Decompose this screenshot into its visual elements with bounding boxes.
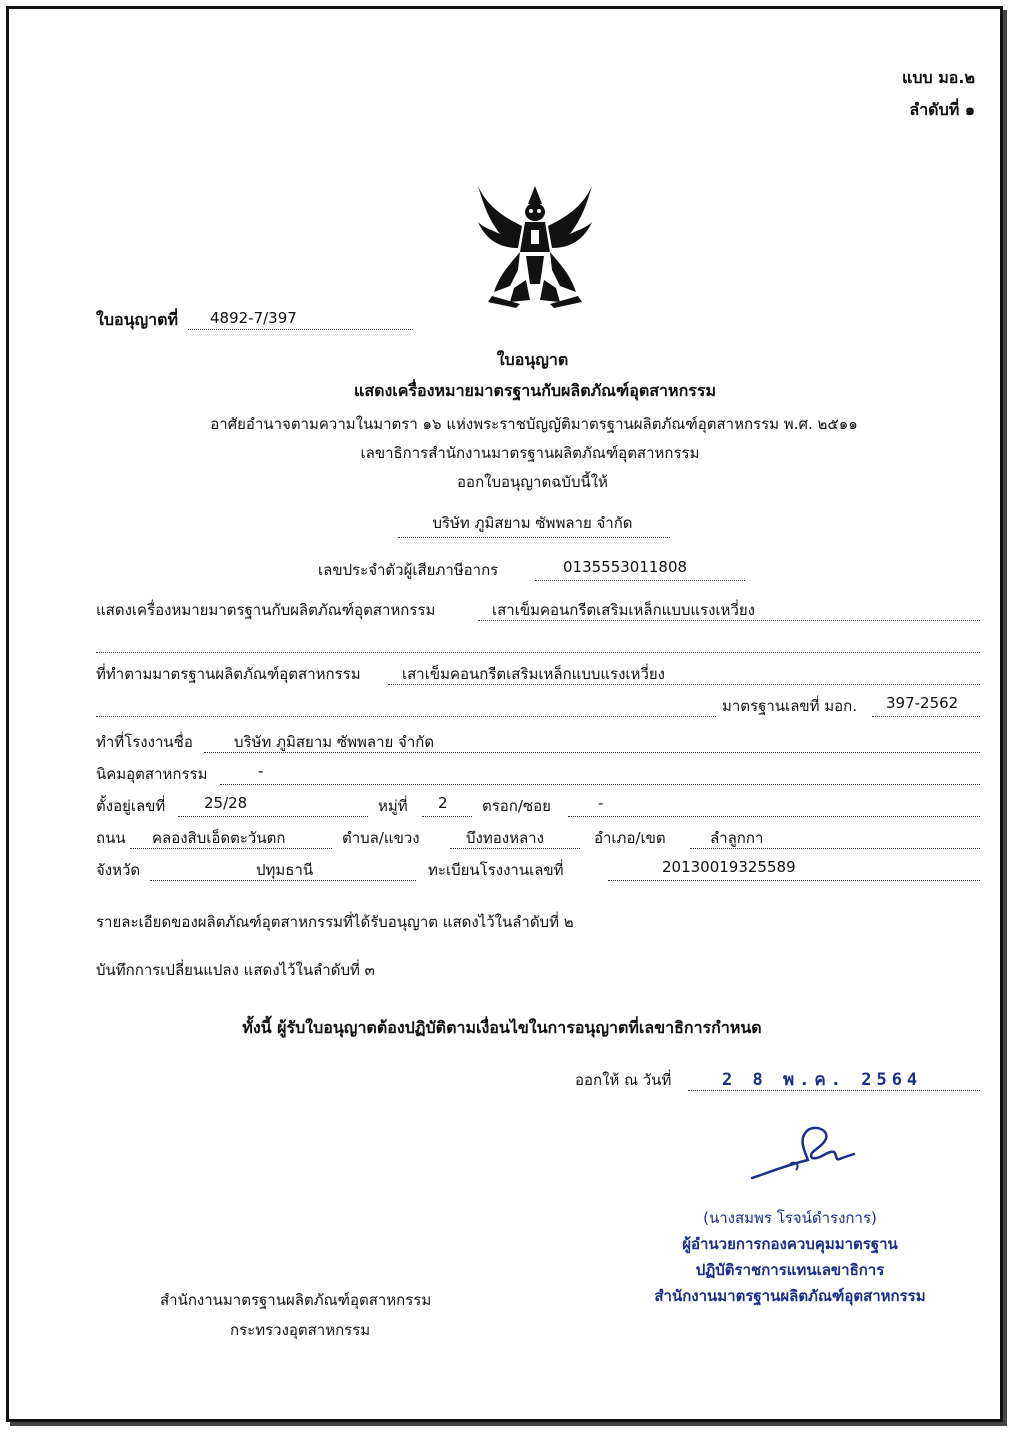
tax-id: 0135553011808 <box>563 558 688 576</box>
province-label: จังหวัด <box>96 861 141 879</box>
district-line <box>690 848 980 849</box>
estate-label: นิคมอุตสาหกรรม <box>96 765 208 783</box>
factory-reg-line <box>608 880 980 881</box>
estate-line <box>220 784 980 785</box>
district-value: ลำลูกกา <box>710 829 764 847</box>
road-value: คลองสิบเอ็ดตะวันตก <box>152 829 286 847</box>
company-name: บริษัท ภูมิสยาม ซัพพลาย จำกัด <box>432 514 633 532</box>
province-line <box>150 880 416 881</box>
signer-position-3: สำนักงานมาตรฐานผลิตภัณฑ์อุตสาหกรรม <box>654 1287 926 1305</box>
moo-line <box>422 816 472 817</box>
subdistrict-label: ตำบล/แขวง <box>342 829 420 847</box>
soi-line <box>568 816 980 817</box>
subdistrict-value: บึงทองหลาง <box>466 829 544 847</box>
issued-date: 2 8 พ.ค. 2564 <box>722 1070 923 1090</box>
issued-label: ออกให้ ณ วันที่ <box>575 1071 672 1089</box>
standard-no-label: มาตรฐานเลขที่ มอก. <box>722 697 858 715</box>
office-name: สำนักงานมาตรฐานผลิตภัณฑ์อุตสาหกรรม <box>160 1291 432 1309</box>
tax-id-line <box>535 580 745 581</box>
license-number-label: ใบอนุญาตที่ <box>96 310 179 329</box>
mark-line <box>478 620 980 621</box>
mark-label: แสดงเครื่องหมายมาตรฐานกับผลิตภัณฑ์อุตสาหกรรม <box>96 601 436 619</box>
mark-value: เสาเข็มคอนกรีตเสริมเหล็กแบบแรงเหวี่ยง <box>492 601 755 619</box>
secretary-text: เลขาธิการสำนักงานมาตรฐานผลิตภัณฑ์อุตสาหกรรม <box>360 444 700 462</box>
signature-mark <box>750 1120 860 1194</box>
standard-no: 397-2562 <box>886 694 959 712</box>
garuda-emblem-icon <box>470 178 600 314</box>
form-code: แบบ มอ.๒ <box>902 68 975 87</box>
moo-label: หมู่ที่ <box>378 797 408 815</box>
detail-note: รายละเอียดของผลิตภัณฑ์อุตสาหกรรมที่ได้รับอนุญาต แสดงไว้ในลำดับที่ ๒ <box>96 913 574 931</box>
ministry-name: กระทรวงอุตสาหกรรม <box>230 1321 371 1339</box>
tax-id-label: เลขประจำตัวผู้เสียภาษีอากร <box>318 561 499 579</box>
company-line <box>398 537 670 538</box>
signer-position-2: ปฏิบัติราชการแทนเลขาธิการ <box>695 1261 885 1279</box>
soi-value: - <box>598 794 604 812</box>
moo-value: 2 <box>438 794 448 812</box>
authority-text: อาศัยอำนาจตามความในมาตรา ๑๖ แห่งพระราชบัญญัติมาตรฐานผลิตภัณฑ์อุตสาหกรรม พ.ศ. ๒๕๑๑ <box>210 415 858 433</box>
district-label: อำเภอ/เขต <box>594 829 666 847</box>
standard-line <box>388 684 980 685</box>
factory-reg-label: ทะเบียนโรงงานเลขที่ <box>428 861 564 879</box>
signer-name: (นางสมพร โรจน์ดำรงการ) <box>703 1209 877 1227</box>
sequence-number: ลำดับที่ ๑ <box>909 100 975 119</box>
address-label: ตั้งอยู่เลขที่ <box>96 797 166 815</box>
issued-date-line <box>688 1090 980 1091</box>
standard-no-line <box>872 716 980 717</box>
factory-label: ทำที่โรงงานชื่อ <box>96 733 193 751</box>
license-number: 4892-7/397 <box>210 309 297 327</box>
standard-value: เสาเข็มคอนกรีตเสริมเหล็กแบบแรงเหวี่ยง <box>402 665 665 683</box>
license-number-line <box>188 329 413 330</box>
address-no: 25/28 <box>204 794 248 812</box>
province-value: ปทุมธานี <box>256 861 314 879</box>
road-label: ถนน <box>96 829 126 847</box>
subtitle: แสดงเครื่องหมายมาตรฐานกับผลิตภัณฑ์อุตสาหกรรม <box>354 381 716 400</box>
mark-line-2 <box>96 652 980 653</box>
title: ใบอนุญาต <box>496 350 569 369</box>
issue-to-text: ออกใบอนุญาตฉบับนี้ให้ <box>457 473 608 491</box>
signer-position-1: ผู้อำนวยการกองควบคุมมาตรฐาน <box>682 1235 898 1253</box>
factory-line <box>204 752 980 753</box>
road-line <box>130 848 332 849</box>
change-note: บันทึกการเปลี่ยนแปลง แสดงไว้ในลำดับที่ ๓ <box>96 961 375 979</box>
condition-text: ทั้งนี้ ผู้รับใบอนุญาตต้องปฏิบัติตามเงื่อนไขในการอนุญาตที่เลขาธิการกำหนด <box>242 1018 762 1037</box>
address-no-line <box>178 816 368 817</box>
estate-value: - <box>258 762 264 780</box>
subdistrict-line <box>450 848 580 849</box>
standard-no-lead-line <box>96 716 716 717</box>
factory-name: บริษัท ภูมิสยาม ซัพพลาย จำกัด <box>234 733 435 751</box>
factory-reg-no: 20130019325589 <box>662 858 796 876</box>
soi-label: ตรอก/ซอย <box>482 797 551 815</box>
standard-label: ที่ทำตามมาตรฐานผลิตภัณฑ์อุตสาหกรรม <box>96 665 361 683</box>
